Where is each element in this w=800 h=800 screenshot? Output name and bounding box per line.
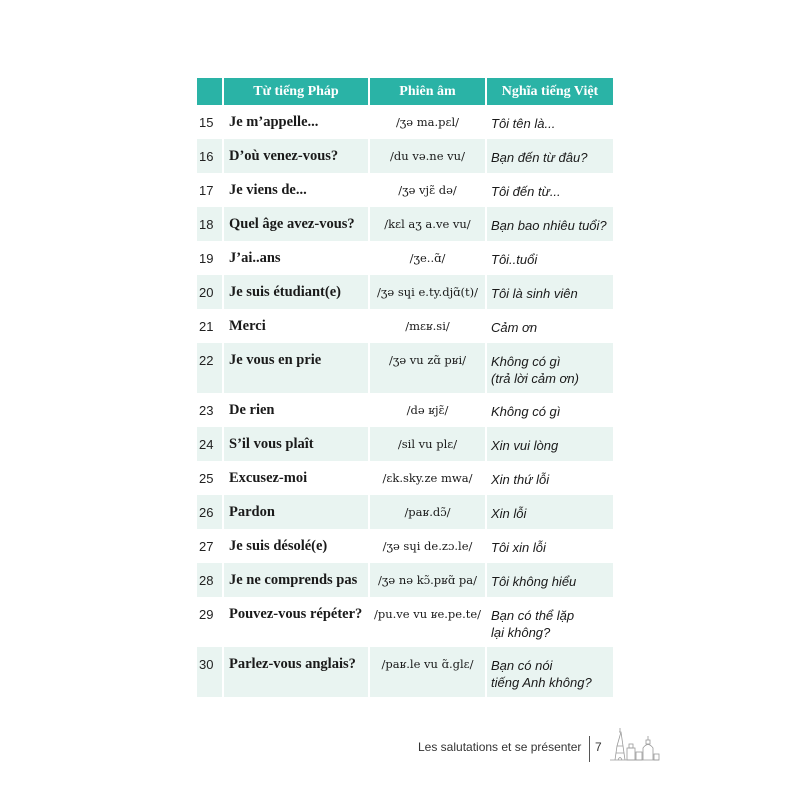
vietnamese-meaning-line: Không có gì bbox=[491, 354, 561, 369]
vietnamese-meaning bbox=[487, 647, 613, 697]
phonetic-transcription: /du və.ne vu/ bbox=[370, 139, 487, 173]
row-number: 15 bbox=[197, 105, 224, 139]
phonetic-transcription: /pu.ve vu ʁe.pe.te/ bbox=[370, 597, 487, 647]
vietnamese-meaning-line: Bạn đến từ đâu? bbox=[491, 150, 588, 165]
vietnamese-meaning-line: Xin vui lòng bbox=[491, 438, 559, 453]
french-phrase: Je ne comprends pas bbox=[224, 563, 370, 597]
vietnamese-meaning bbox=[487, 241, 613, 275]
phonetic-transcription: /paʁ.le vu ɑ̃.glɛ/ bbox=[370, 647, 487, 697]
french-phrase: Quel âge avez-vous? bbox=[224, 207, 370, 241]
phonetic-transcription: /ʒə ma.pɛl/ bbox=[370, 105, 487, 139]
table-row bbox=[197, 597, 613, 647]
vietnamese-meaning bbox=[487, 597, 613, 647]
vietnamese-meaning bbox=[487, 495, 613, 529]
table-row bbox=[197, 275, 613, 309]
row-number: 25 bbox=[197, 461, 224, 495]
vietnamese-meaning-line: Bạn có nói bbox=[491, 658, 553, 673]
phonetic-transcription: /ʒə vu zɑ̃ pʁi/ bbox=[370, 343, 487, 393]
vietnamese-meaning bbox=[487, 173, 613, 207]
phonetic-transcription: /ʒə sɥi de.zɔ.le/ bbox=[370, 529, 487, 563]
vietnamese-meaning bbox=[487, 461, 613, 495]
row-number: 30 bbox=[197, 647, 224, 697]
phonetic-transcription: /sil vu plɛ/ bbox=[370, 427, 487, 461]
row-number: 16 bbox=[197, 139, 224, 173]
french-phrase: Pardon bbox=[224, 495, 370, 529]
vietnamese-meaning bbox=[487, 529, 613, 563]
french-phrase: Je m’appelle... bbox=[224, 105, 370, 139]
row-number: 26 bbox=[197, 495, 224, 529]
table-row bbox=[197, 529, 613, 563]
row-number: 27 bbox=[197, 529, 224, 563]
table-row bbox=[197, 461, 613, 495]
footer-chapter-title: Les salutations et se présenter bbox=[418, 740, 582, 754]
vietnamese-meaning-line: (trả lời cảm ơn) bbox=[491, 371, 579, 386]
phonetic-transcription: /ʒə sɥi e.ty.djɑ̃(t)/ bbox=[370, 275, 487, 309]
french-phrase: Merci bbox=[224, 309, 370, 343]
vietnamese-meaning-line: Tôi là sinh viên bbox=[491, 286, 578, 301]
french-phrase: D’où venez-vous? bbox=[224, 139, 370, 173]
table-row bbox=[197, 173, 613, 207]
table-body bbox=[197, 105, 613, 697]
vietnamese-meaning-line: tiếng Anh không? bbox=[491, 675, 592, 690]
table-row bbox=[197, 241, 613, 275]
phonetic-transcription: /mɛʁ.si/ bbox=[370, 309, 487, 343]
table-row bbox=[197, 393, 613, 427]
vietnamese-meaning bbox=[487, 427, 613, 461]
header-number bbox=[197, 78, 224, 105]
table-row bbox=[197, 207, 613, 241]
paris-skyline-icon bbox=[608, 726, 660, 762]
french-phrase: Je viens de... bbox=[224, 173, 370, 207]
table-row bbox=[197, 647, 613, 697]
phonetic-transcription: /də ʁjɛ̃/ bbox=[370, 393, 487, 427]
french-phrase: J’ai..ans bbox=[224, 241, 370, 275]
row-number: 28 bbox=[197, 563, 224, 597]
table-row bbox=[197, 563, 613, 597]
vietnamese-meaning-line: Cảm ơn bbox=[491, 320, 538, 335]
french-phrase: Parlez-vous anglais? bbox=[224, 647, 370, 697]
french-phrase: Pouvez-vous répéter? bbox=[224, 597, 370, 647]
phonetic-transcription: /ʒə vjɛ̃ də/ bbox=[370, 173, 487, 207]
page-number: 7 bbox=[595, 740, 602, 754]
vietnamese-meaning-line: Tôi không hiểu bbox=[491, 574, 577, 589]
table-row bbox=[197, 495, 613, 529]
vietnamese-meaning bbox=[487, 207, 613, 241]
vietnamese-meaning-line: lại không? bbox=[491, 625, 551, 640]
row-number: 22 bbox=[197, 343, 224, 393]
french-phrase: Je suis étudiant(e) bbox=[224, 275, 370, 309]
french-phrase: S’il vous plaît bbox=[224, 427, 370, 461]
row-number: 21 bbox=[197, 309, 224, 343]
row-number: 24 bbox=[197, 427, 224, 461]
header-french: Từ tiếng Pháp bbox=[224, 78, 370, 105]
header-vietnamese: Nghĩa tiếng Việt bbox=[501, 83, 599, 99]
phonetic-transcription: /ɛk.sky.ze mwa/ bbox=[370, 461, 487, 495]
vietnamese-meaning bbox=[487, 393, 613, 427]
vietnamese-meaning-line: Xin lỗi bbox=[491, 506, 527, 521]
table-row bbox=[197, 309, 613, 343]
table-row bbox=[197, 427, 613, 461]
french-phrase: Je suis désolé(e) bbox=[224, 529, 370, 563]
vietnamese-meaning bbox=[487, 275, 613, 309]
vietnamese-meaning-line: Tôi đến từ... bbox=[491, 184, 561, 199]
vietnamese-meaning-line: Tôi xin lỗi bbox=[491, 540, 546, 555]
row-number: 17 bbox=[197, 173, 224, 207]
table-row bbox=[197, 139, 613, 173]
vietnamese-meaning-line: Bạn có thể lặp bbox=[491, 608, 575, 623]
phonetic-transcription: /ʒe..ɑ̃/ bbox=[370, 241, 487, 275]
header-phonetic: Phiên âm bbox=[370, 78, 487, 105]
row-number: 20 bbox=[197, 275, 224, 309]
vietnamese-meaning bbox=[487, 343, 613, 393]
vietnamese-meaning bbox=[487, 563, 613, 597]
footer-divider bbox=[589, 736, 590, 762]
vietnamese-meaning-line: Bạn bao nhiêu tuổi? bbox=[491, 218, 607, 233]
french-phrase: De rien bbox=[224, 393, 370, 427]
french-phrase: Je vous en prie bbox=[224, 343, 370, 393]
vietnamese-meaning bbox=[487, 309, 613, 343]
row-number: 29 bbox=[197, 597, 224, 647]
table-row bbox=[197, 105, 613, 139]
vietnamese-meaning-line: Tôi..tuổi bbox=[491, 252, 538, 267]
vietnamese-meaning-line: Không có gì bbox=[491, 404, 561, 419]
vietnamese-meaning-line: Tôi tên là... bbox=[491, 116, 556, 131]
phonetic-transcription: /kɛl aʒ a.ve vu/ bbox=[370, 207, 487, 241]
vocabulary-table bbox=[197, 78, 613, 697]
vietnamese-meaning bbox=[487, 139, 613, 173]
phonetic-transcription: /ʒə nə kɔ̃.pʁɑ̃ pa/ bbox=[370, 563, 487, 597]
french-phrase: Excusez-moi bbox=[224, 461, 370, 495]
table-header bbox=[197, 78, 613, 105]
vietnamese-meaning-line: Xin thứ lỗi bbox=[491, 472, 550, 487]
row-number: 19 bbox=[197, 241, 224, 275]
row-number: 18 bbox=[197, 207, 224, 241]
table-row bbox=[197, 343, 613, 393]
phonetic-transcription: /paʁ.dɔ̃/ bbox=[370, 495, 487, 529]
row-number: 23 bbox=[197, 393, 224, 427]
vietnamese-meaning bbox=[487, 105, 613, 139]
